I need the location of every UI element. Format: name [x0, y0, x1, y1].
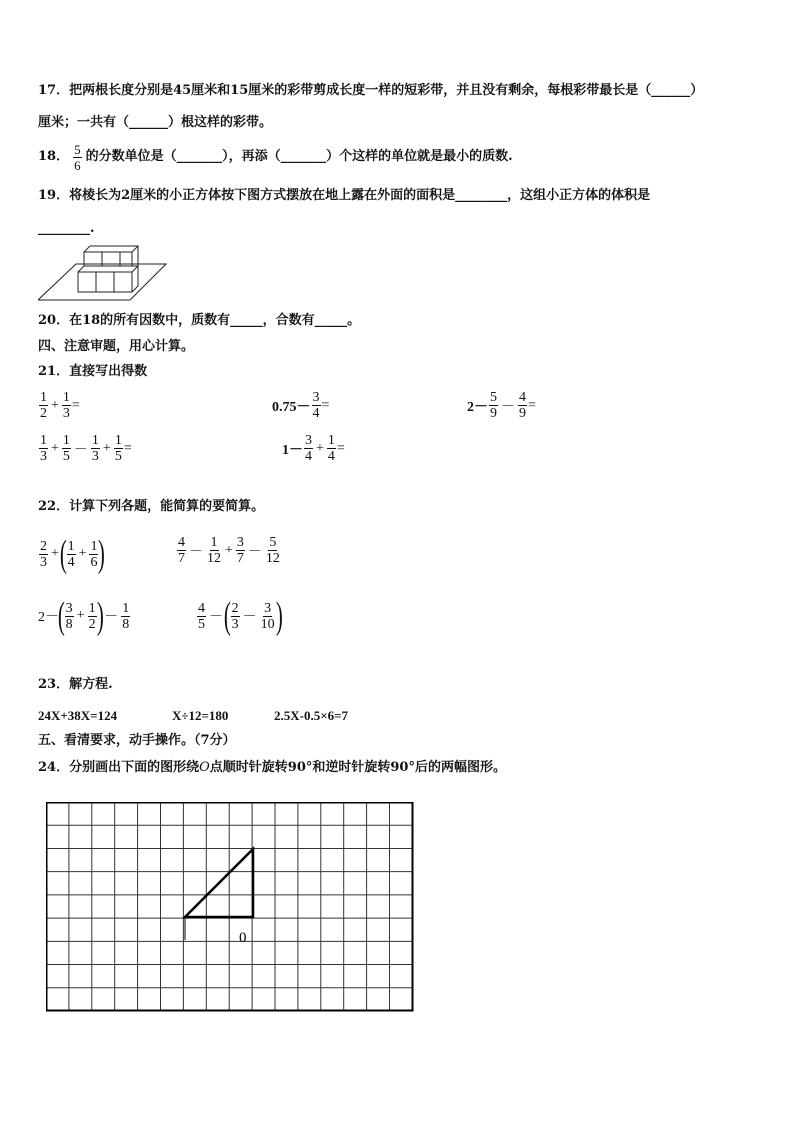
question-number: 19．: [38, 188, 70, 203]
fraction: $\frac{1}{6}$: [90, 538, 98, 570]
question-number: 23．: [38, 677, 70, 692]
fraction: $\frac{2}{3}$: [40, 538, 47, 570]
cube-figure: [38, 242, 168, 304]
fraction: $\frac{1}{5}$: [114, 433, 122, 464]
question-17: [38, 82, 703, 100]
fraction: $\frac{3}{7}$: [236, 535, 244, 566]
fraction: $\frac{3}{4}$: [312, 390, 320, 421]
fraction: $\frac{4}{5}$: [198, 600, 205, 632]
question-22: [38, 498, 264, 516]
calc-expression: 2－ ( $\frac{3}{8}$ + $\frac{1}{2}$ ) － $\frac{1}{8}$: [38, 595, 130, 637]
fraction: $\frac{3}{10}$: [260, 600, 275, 632]
question-text: 在18的所有因数中，质数有_____，合数有_____。: [69, 313, 361, 328]
fraction: $\frac{5}{6}$: [74, 141, 81, 173]
question-text: 把两根长度分别是45厘米和15厘米的彩带剪成长度一样的短彩带，并且没有剩余，每根彩带最长是（______）: [69, 83, 704, 98]
fraction: $\frac{1}{3}$: [40, 433, 47, 464]
question-text: 计算下列各题，能简算的要简算。: [69, 499, 265, 514]
question-18: [38, 140, 513, 174]
equation: X÷12=180: [172, 708, 229, 723]
fraction: $\frac{4}{9}$: [519, 390, 526, 421]
fraction: $\frac{3}{8}$: [65, 600, 73, 632]
fraction: $\frac{1}{3}$: [91, 433, 99, 464]
question-number: 18．: [38, 149, 70, 164]
fraction: $\frac{1}{4}$: [67, 538, 75, 570]
question-24: [38, 759, 506, 777]
question-20: [38, 312, 360, 330]
calc-expression: $\frac{4}{7}$ － $\frac{1}{12}$ + $\frac{3}{7}$ － $\frac{5}{12}$: [178, 535, 280, 566]
calc-expression: $\frac{1}{3}$ + $\frac{1}{5}$ － $\frac{1}{3}$ + $\frac{1}{5}$ =: [40, 433, 132, 464]
fraction: $\frac{1}{3}$: [62, 390, 70, 421]
calc-expression: $\frac{1}{2}$ + $\frac{1}{3}$ =: [40, 390, 80, 421]
question-number: 22．: [38, 499, 70, 514]
fraction: $\frac{1}{12}$: [207, 535, 221, 566]
calc-expression: $\frac{2}{3}$ + ( $\frac{1}{4}$ + $\frac{1}{6}$ ): [40, 533, 106, 575]
fraction: $\frac{1}{4}$: [327, 433, 335, 464]
question-number: 17．: [38, 83, 70, 98]
fraction: $\frac{1}{2}$: [40, 390, 47, 421]
fraction: $\frac{5}{9}$: [490, 390, 497, 421]
question-text: 将棱长为2厘米的小正方体按下图方式摆放在地上露在外面的面积是________，这组小正方体的体积是: [69, 188, 651, 203]
question-19-line2: ________.: [38, 221, 95, 236]
fraction: $\frac{1}{5}$: [62, 433, 70, 464]
point-label: O: [199, 760, 210, 775]
question-19: [38, 187, 650, 205]
equation: 24X+38X=124: [38, 708, 118, 723]
fraction: $\frac{2}{3}$: [231, 600, 239, 632]
section-4-heading: 四、注意审题，用心计算。: [38, 339, 195, 354]
section-5-heading: 五、看清要求，动手操作。（7分）: [38, 733, 236, 748]
triangle-shape: [185, 849, 253, 917]
equation: 2.5X-0.5×6=7: [274, 708, 349, 723]
calc-expression: 1－ $\frac{3}{4}$ + $\frac{1}{4}$ =: [282, 433, 345, 464]
fraction: $\frac{4}{7}$: [178, 535, 185, 566]
question-number: 24．: [38, 760, 70, 775]
question-17-line2: 厘米；一共有（______）根这样的彩带。: [38, 115, 273, 130]
fraction: $\frac{3}{4}$: [305, 433, 312, 464]
question-text: 点顺时针旋转90°和逆时针旋转90°后的两幅图形。: [209, 760, 506, 775]
rotation-grid: [46, 802, 414, 1012]
question-text: 直接写出得数: [69, 364, 148, 379]
question-23: [38, 676, 113, 694]
origin-label: 0: [239, 930, 247, 946]
question-number: 20．: [38, 313, 70, 328]
calc-expression: 0.75－ $\frac{3}{4}$ =: [272, 390, 330, 421]
question-21: [38, 363, 147, 381]
question-number: 21．: [38, 364, 70, 379]
question-text: 分别画出下面的图形绕: [69, 760, 200, 775]
fraction: $\frac{5}{12}$: [265, 535, 280, 566]
calc-expression: $\frac{4}{5}$ － ( $\frac{2}{3}$ － $\frac{3}{10}$ ): [198, 595, 283, 637]
question-text: 的分数单位是（_______），再添（_______）个这样的单位就是最小的质数.: [85, 149, 513, 164]
calc-expression: 2－ $\frac{5}{9}$ － $\frac{4}{9}$ =: [467, 390, 536, 421]
fraction: $\frac{1}{2}$: [88, 600, 96, 632]
fraction: $\frac{1}{8}$: [122, 600, 130, 632]
question-text: 解方程.: [69, 677, 113, 692]
